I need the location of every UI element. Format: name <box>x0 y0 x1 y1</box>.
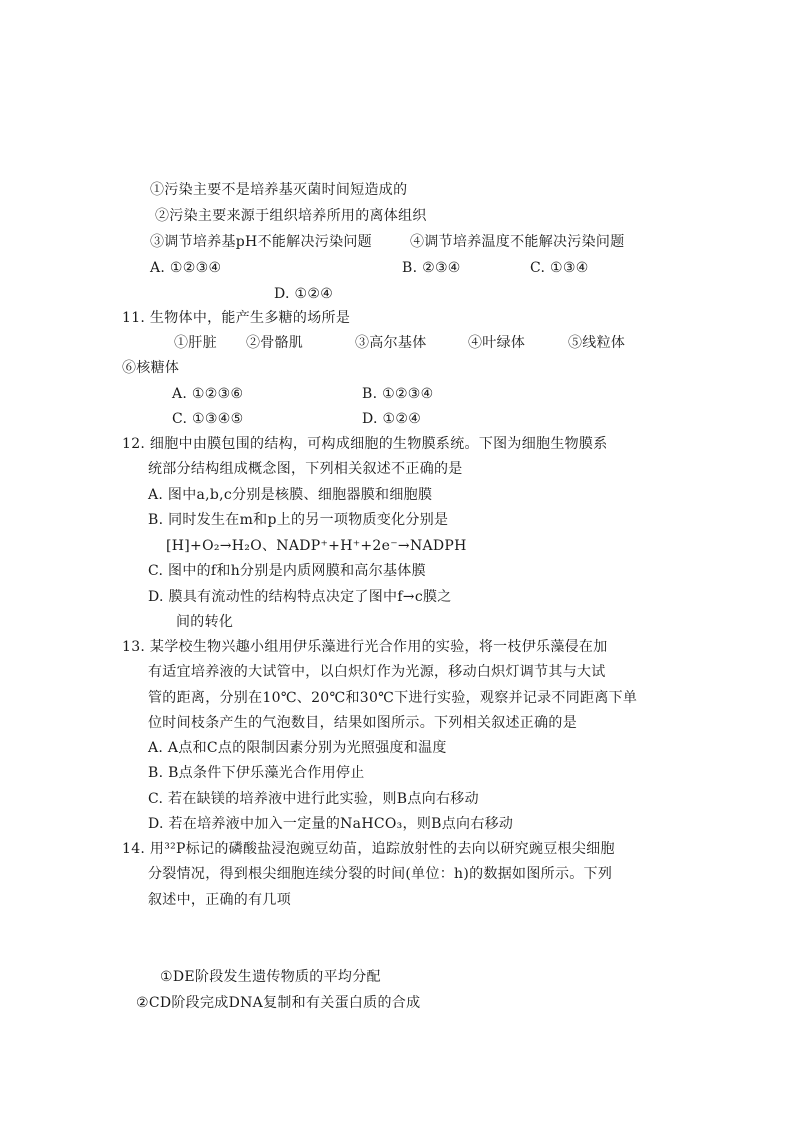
q11-item-4: ④叶绿体 <box>468 335 526 351</box>
q12-option-c: C. 图中的f和h分别是内质网膜和高尔基体膜 <box>148 563 426 579</box>
q14-stem-line-2: 分裂情况，得到根尖细胞连续分裂的时间(单位：h)的数据如图所示。下列 <box>148 866 613 882</box>
q13-stem-line-2: 有适宜培养液的大试管中，以白炽灯作为光源，移动白炽灯调节其与大试 <box>148 664 606 680</box>
q10-option-d: D. ①②④ <box>274 286 334 302</box>
q11-option-a: A. ①②③⑥ <box>172 386 244 402</box>
q14-statement-1: ①DE阶段发生遗传物质的平均分配 <box>160 969 381 985</box>
q10-option-c: C. ①③④ <box>530 260 589 276</box>
q12-stem-line-1: 12. 细胞中由膜包围的结构，可构成细胞的生物膜系统。下图为细胞生物膜系 <box>122 436 608 452</box>
q12-option-d: D. 膜具有流动性的结构特点决定了图中f→c膜之 <box>148 589 452 605</box>
q10-option-a: A. ①②③④ <box>150 260 222 276</box>
q14-stem-line-1: 14. 用³²P标记的磷酸盐浸泡豌豆幼苗，追踪放射性的去向以研究豌豆根尖细胞 <box>122 841 615 857</box>
q13-stem-line-4: 位时间枝条产生的气泡数目，结果如图所示。下列相关叙述正确的是 <box>148 715 577 731</box>
q10-statement-2: ②污染主要来源于组织培养所用的离体组织 <box>155 208 427 224</box>
q13-option-d: D. 若在培养液中加入一定量的NaHCO₃，则B点向右移动 <box>148 816 514 832</box>
q13-stem-line-3: 管的距离，分别在10℃、20℃和30℃下进行实验，观察并记录不同距离下单 <box>148 690 638 706</box>
q11-item-3: ③高尔基体 <box>355 335 427 351</box>
q11-item-2: ②骨骼肌 <box>246 335 304 351</box>
q13-option-c: C. 若在缺镁的培养液中进行此实验，则B点向右移动 <box>148 791 479 807</box>
q13-stem-line-1: 13. 某学校生物兴趣小组用伊乐藻进行光合作用的实验，将一枝伊乐藻侵在加 <box>122 639 608 655</box>
q10-statement-4: ④调节培养温度不能解决污染问题 <box>410 234 625 250</box>
q11-option-d: D. ①②④ <box>362 411 422 427</box>
q11-item-1: ①肝脏 <box>174 335 217 351</box>
q12-option-d-cont: 间的转化 <box>176 614 234 630</box>
q11-item-6: ⑥核糖体 <box>122 360 180 376</box>
q12-option-b: B. 同时发生在m和p上的另一项物质变化分别是 <box>148 512 449 528</box>
q12-option-a: A. 图中a,b,c分别是核膜、细胞器膜和细胞膜 <box>148 487 433 503</box>
q10-option-b: B. ②③④ <box>402 260 461 276</box>
q13-option-b: B. B点条件下伊乐藻光合作用停止 <box>148 765 365 781</box>
q11-stem: 11. 生物体中，能产生多糖的场所是 <box>122 310 351 326</box>
q11-item-5: ⑤线粒体 <box>568 335 626 351</box>
q13-option-a: A. A点和C点的限制因素分别为光照强度和温度 <box>148 740 447 756</box>
q14-statement-2: ②CD阶段完成DNA复制和有关蛋白质的合成 <box>136 995 421 1011</box>
q10-statement-3: ③调节培养基pH不能解决污染问题 <box>150 234 372 250</box>
q12-option-b-formula: [H]+O₂→H₂O、NADP⁺+H⁺+2e⁻→NADPH <box>166 538 467 554</box>
q10-statement-1: ①污染主要不是培养基灭菌时间短造成的 <box>150 182 408 198</box>
q12-stem-line-2: 统部分结构组成概念图，下列相关叙述不正确的是 <box>148 461 463 477</box>
q11-option-b: B. ①②③④ <box>362 386 434 402</box>
q14-stem-line-3: 叙述中，正确的有几项 <box>148 892 291 908</box>
q11-option-c: C. ①③④⑤ <box>172 411 244 427</box>
